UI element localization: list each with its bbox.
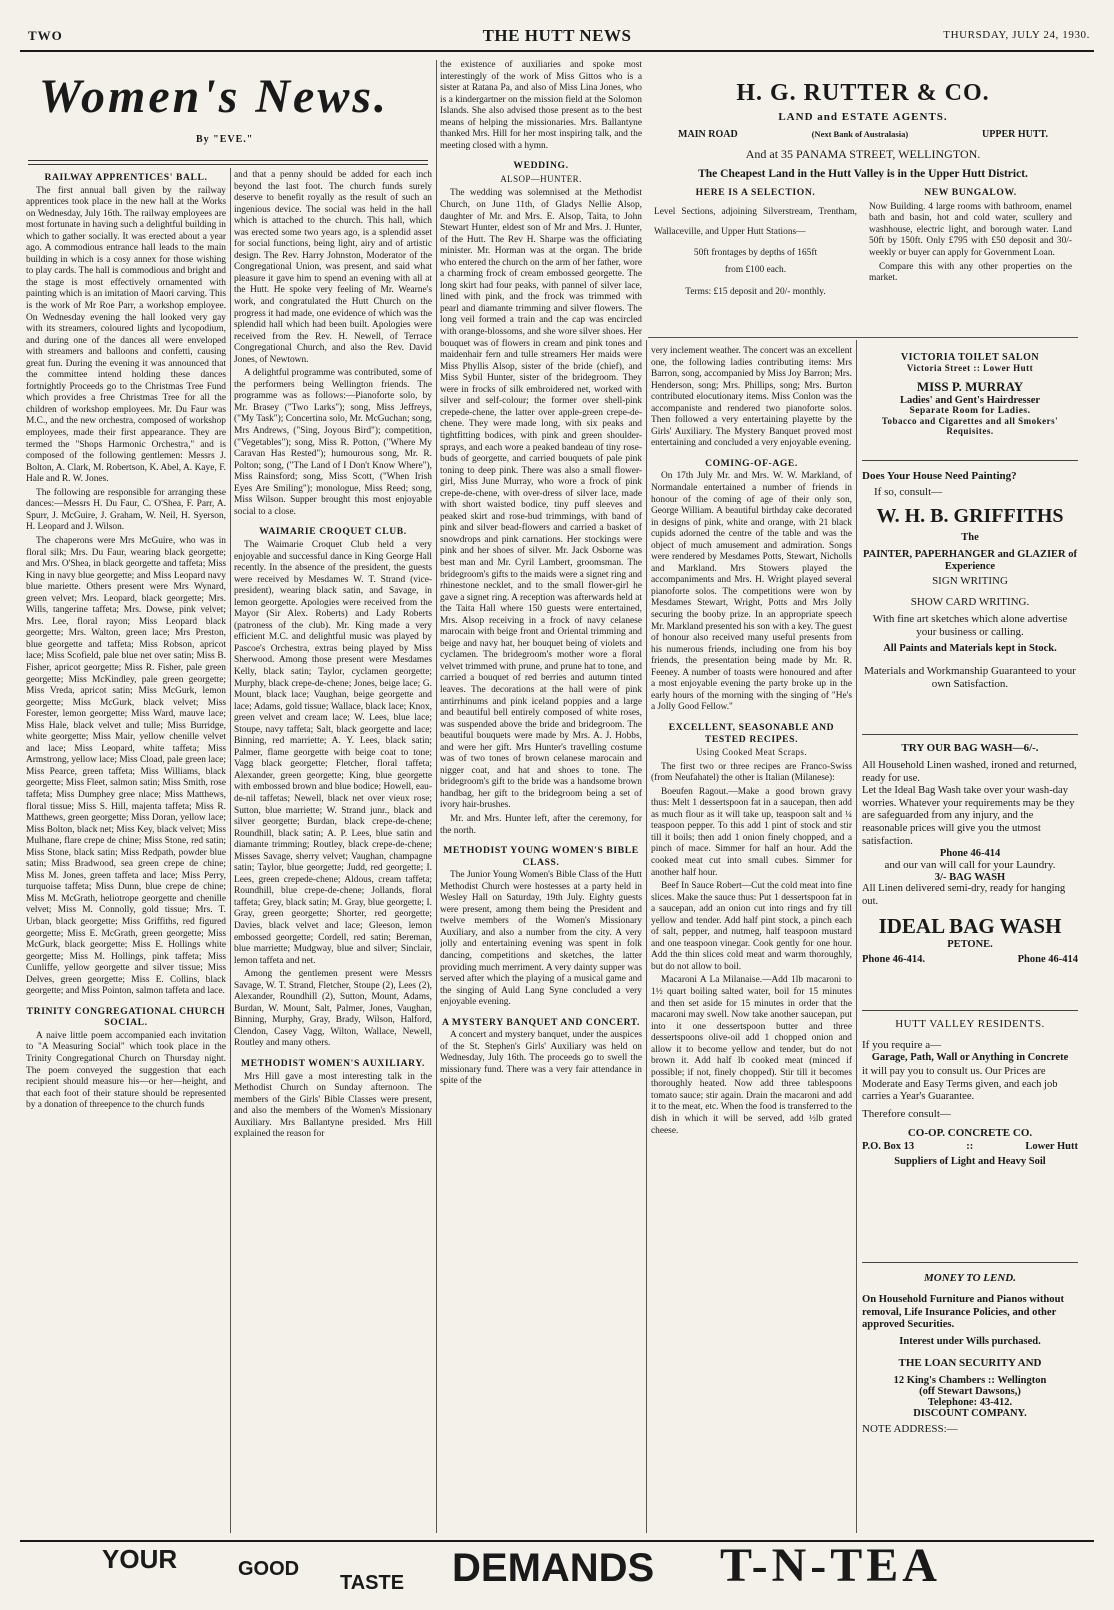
article-paragraph: The first annual ball given by the railway apprentices took place in the new hall at the Works on Wednesday, July 16th. The railway employees are most fortunate in having such a delightful building in which to gather socially. It was erected about a year ago. A commodious entrance hall leads to the main building in which is a cosy annex for those wishing to play cards. The hall is commodious and bright and the stage is most effectively ornamented with painting which is an imitation of Maori carving. This is the work of Mr Roe Parr, a workshop employee. On Wednesday evening the hall looked very gay with its streamers, coloured lights and lycopodium, and during one of the dances all were enveloped with streamers and balloons and confetti, causing great fun. During the evening it was announced that the committee intend holding these dances fortnightly Proceeds go to the Christmas Tree Fund which provides a free Christmas Tree for all the children of workshop employees. Mr. Du Faur was M.C., and the new orchestra, composed of workshop employees, made their first appearance. They are termed the "Shops Harmonic Orchestra," and is composed of the following gentlemen: Messrs J. Bolton, A. Clark, M. Robertson, K. Abel, A. Kaye, F. Hale and R. W. Jones. bbox=[26, 185, 226, 485]
concrete-location: Lower Hutt bbox=[1025, 1140, 1078, 1152]
article-paragraph: The Junior Young Women's Bible Class of the Hutt Methodist Church were hostesses at a party held in Wesley Hall on Saturday, 19th July. Eighty guests were present, among them being the President and twelve members of the Women's Missionary Auxiliary, and also a number from the city. A very jolly and entertaining evening was spent in folk dancing, competitions and sketches, the latter providing much merriment. A very dainty supper was served after which the playing of a musical game and the singing of Auld Lang Syne concluded a very enjoyable evening. bbox=[440, 870, 642, 1008]
money-note: NOTE ADDRESS:— bbox=[862, 1422, 958, 1435]
salon-room: Separate Room for Ladies. bbox=[909, 406, 1031, 416]
advert-rule bbox=[862, 1010, 1078, 1011]
rutter-name: H. G. RUTTER & CO. bbox=[736, 80, 990, 106]
griffiths-sketches: With fine art sketches which alone advertise your business or calling. bbox=[872, 613, 1068, 638]
bagwash-town: PETONE. bbox=[947, 939, 993, 951]
concrete-box: P.O. Box 13 bbox=[862, 1140, 915, 1152]
article-paragraph: Among the gentlemen present were Messrs Savage, W. T. Strand, Fletcher, Stoupe (2), Lees (2), Alexander, Roundhill (2), Sutton, Mount, Adams, Burdan, W. Mount, Salt, Palmer, Jones, Vaughan, Binning, Murphy, Gray, Brady, Wilson, Halford, Clendon, Casey Vagg, Wilton, Wallace, Newell, Routley and many others. bbox=[234, 969, 432, 1049]
concrete-suppliers: Suppliers of Light and Heavy Soil bbox=[894, 1155, 1046, 1167]
article-heading: A MYSTERY BANQUET AND CONCERT. bbox=[441, 1016, 641, 1028]
tea-advert bbox=[20, 1540, 1094, 1596]
footer-tntea: T-N-TEA bbox=[720, 1539, 941, 1592]
masthead bbox=[20, 24, 1094, 52]
article-column-1 bbox=[26, 170, 226, 1532]
article-paragraph: On 17th July Mr. and Mrs. W. W. Markland, of Normandale entertained a number of friends in honour of the coming of age of their only son, George William. A beautiful birthday cake decorated in designs of pink, white and orange, with 21 black cupids adorned the centre of the table and was the object of much amusement and admiration. Songs were rendered by Mesdames Potts, Stewart, Nicholls and Markland. Mrs Stowers played the accompaniments and Mrs. H. Wright played several pianoforte solos. The competitions were won by Mesdames Stewart, Wright, Potts and Mrs Jolly securing the booby prize. In an appropriate speech Mr. Markland presented his son with a key. The guest of honour also received many useful presents from his numerous friends, including one from his boy friends, the presentation being made by Mr. R. Feeney. A number of toasts were honoured and after a most enjoyable evening the party broke up in the early hours of the morning with the singing of "He's a Jolly Good Fellow." bbox=[651, 471, 852, 713]
griffiths-advert bbox=[862, 470, 1078, 728]
rutter-town: UPPER HUTT. bbox=[982, 129, 1048, 140]
concrete-require: If you require a— bbox=[862, 1039, 942, 1051]
concrete-consult: Therefore consult— bbox=[862, 1107, 951, 1120]
bagwash-household: All Household Linen washed, ironed and returned, ready for use. bbox=[862, 760, 1077, 784]
article-heading: EXCELLENT, SEASONABLE AND TESTED RECIPES. bbox=[668, 721, 835, 745]
bagwash-heading: TRY OUR BAG WASH—6/-. bbox=[901, 742, 1039, 754]
griffiths-consult: If so, consult— bbox=[874, 486, 943, 498]
selection-frontage: 50ft frontages by depths of 165ft bbox=[693, 247, 818, 258]
rutter-road: MAIN ROAD bbox=[678, 129, 738, 140]
money-telephone: Telephone: 43-412. bbox=[927, 1396, 1013, 1408]
griffiths-showcard: SHOW CARD WRITING. bbox=[910, 596, 1030, 608]
money-heading: MONEY TO LEND. bbox=[924, 1272, 1016, 1284]
article-heading: METHODIST WOMEN'S AUXILIARY. bbox=[241, 1058, 425, 1070]
article-heading: WAIMARIE CROQUET CLUB. bbox=[259, 526, 407, 538]
rutter-wellington: And at 35 PANAMA STREET, WELLINGTON. bbox=[745, 147, 981, 161]
section-rule bbox=[28, 160, 428, 161]
griffiths-name: W. H. B. GRIFFITHS bbox=[876, 505, 1064, 527]
footer-your: YOUR bbox=[102, 1544, 178, 1574]
money-advert bbox=[862, 1272, 1078, 1534]
money-wills: Interest under Wills purchased. bbox=[899, 1335, 1041, 1347]
money-discount: DISCOUNT COMPANY. bbox=[913, 1407, 1027, 1419]
money-address: 12 King's Chambers :: Wellington bbox=[893, 1374, 1047, 1386]
article-paragraph: Mrs Hill gave a most interesting talk in the Methodist Church on Sunday afternoon. The members of the Girls' Bible Classes were present, and also the members of the Women's Missionary Auxiliary. Mrs Ballantyne presided. Mrs Hill explained the reason for bbox=[234, 1071, 432, 1140]
concrete-address bbox=[862, 1141, 1078, 1152]
selection-price: from £100 each. bbox=[724, 265, 787, 276]
salon-trade: Ladies' and Gent's Hairdresser bbox=[899, 395, 1041, 406]
article-column-4 bbox=[651, 346, 852, 1532]
footer-good: GOOD bbox=[238, 1558, 300, 1580]
page-number: TWO bbox=[28, 28, 63, 43]
article-paragraph: The first two or three recipes are Franco-Swiss (from Neufahatel) the other is Italian (Milanese): bbox=[651, 761, 852, 784]
rutter-selection bbox=[648, 187, 863, 298]
article-paragraph: very inclement weather. The concert was an excellent one, the following ladies contributing items: Mrs Barron, song, accompanied by Miss Joy Barron; Mrs. Henderson, song; Mrs. Phillips, song; Mrs. Burton contributed elocutionary items. Miss Conlon was the accompaniste and rendered two pianoforte solos. Then followed a very entertaining playette by the Girls' Auxiliary. The Mystery Banquet proved most entertaining and concluded a very enjoyable evening. bbox=[651, 346, 852, 449]
salon-name: VICTORIA TOILET SALON bbox=[900, 352, 1040, 363]
bagwash-semidry: All Linen delivered semi-dry, ready for hanging out. bbox=[862, 883, 1066, 907]
article-heading: TRINITY CONGREGATIONAL CHURCH SOCIAL. bbox=[26, 1005, 226, 1029]
article-heading: WEDDING. bbox=[513, 160, 569, 172]
article-paragraph: The chaperons were Mrs McGuire, who was in floral silk; Mrs. Du Faur, wearing black georgette; and Mrs. O'Shea, in black georgette and taffeta; Miss King in navy blue georgette; and Miss Leopard navy blue mariette. Others present were Mrs Wynard, green velvet; Mrs. Leopard, black georgette; Mrs. Wills, tangerine taffeta; Mrs. Dowse, pink velvet; Mrs. Lee, floral rayon; Miss Leopard black georgette; Mrs. Walton, green lace; Mrs Preston, blue georgette and taffeta; Miss Robson, apricot lace; Miss Scofield, pale blue net over satin; Miss B. Fisher, apricot georgette; Miss R. Fisher, pale green georgette; Miss McKindley, pale green georgette; Miss Vreda, apricot satin; Miss McGurk, lemon georgette; Miss McGurk, black velvet; Miss Forester, lemon georgette; Miss Ward, mauve lace; Miss Hale, black velvet and tulle; Miss Burridge, white georgette; Miss Mair, yellow chenille velvet and lace; Miss Leopard, white taffeta; Miss Armstrong, yellow lace; Miss Cload, pale green lace; Miss Pearce, green taffeta; Miss Williams, black georgette; Miss Fleet, salmon satin; Miss Smith, rose taffeta; Miss Dumphey gree nlace; Miss Matthews, floral tissue; Miss S. Hill, majenta taffeta; Miss R. Matthews, green georgette; Miss Doran, yellow lace; Miss Bolton, black net; Miss Key, black velvet; Miss Mulhane, flare crepe de chine; Miss Stone, red satin; Miss Stone, black satin; Miss Redpath, powder blue satin; Miss Bradwood, sea green crepe de chine; Miss M. Jones, green taffeta and lace; Miss Perry, turquoise taffeta; Miss Dunn, blue crepe de chine; Miss M. McGrath, heliotrope georgette and chenille velvet; Miss M. Connolly, gold tissue; Mrs. T. Urban, black georgette; Miss Griffiths, red figured georgette; Miss E. McGrath, green georgette; Miss McGurk, black georgette; Miss E. Hollings white georgette; Miss M. Hollings, pink taffeta; Miss Cunliffe, yellow georgette and silver tissue; Miss Delves, green georgette; Miss E. Collins, black georgette; and Miss Pointon, salmon taffeta and lace. bbox=[26, 535, 226, 997]
article-column-3 bbox=[440, 60, 642, 1532]
womens-news-title: Women's News. bbox=[38, 70, 390, 123]
article-paragraph: A concert and mystery banquet, under the auspices of the St. Stephen's Girls' Auxiliary was held on Wednesday, July 16th. The proceeds go to swell the missionary fund. There was a very fair attendance in spite of the bbox=[440, 1030, 642, 1087]
issue-date: THURSDAY, JULY 24, 1930. bbox=[943, 29, 1090, 41]
money-company: THE LOAN SECURITY AND bbox=[898, 1356, 1042, 1369]
rutter-advert bbox=[648, 70, 1078, 338]
article-paragraph: Boeufen Ragout.—Make a good brown gravy thus: Melt 1 dessertspoon fat in a saucepan, then add as much flour as it will take up, teaspoon salt and ¼ teaspoon pepper. To this add 1 pint of stock and stir till it boils; then add 1 onion finely chopped, and a pinch of mace. Simmer for half an hour. Add the cooked meat cut into small cubes. Simmer for another half hour. bbox=[651, 786, 852, 878]
bagwash-worries: Let the Ideal Bag Wash take over your wash-day worries. Whatever your requirements may be they are safeguarded from any injury, and the reasonable prices will give you the utmost satisfaction. bbox=[862, 785, 1075, 847]
byline: By "EVE." bbox=[196, 134, 254, 145]
bagwash-phones bbox=[862, 954, 1078, 965]
bagwash-advert bbox=[862, 742, 1078, 1004]
griffiths-question: Does Your House Need Painting? bbox=[862, 470, 1017, 482]
salon-advert bbox=[862, 352, 1078, 440]
salon-tobacco: Tobacco and Cigarettes and all Smokers' Requisites. bbox=[881, 416, 1059, 436]
column-rule bbox=[856, 340, 857, 1533]
concrete-prices: it will pay you to consult us. Our Prices are Moderate and Easy Terms given, and each job carries a Year's Guarantee. bbox=[862, 1066, 1058, 1103]
griffiths-trade: PAINTER, PAPERHANGER and GLAZIER of Experience bbox=[862, 549, 1077, 572]
column-rule bbox=[646, 340, 647, 1533]
advert-rule bbox=[862, 734, 1078, 735]
concrete-advert bbox=[862, 1018, 1078, 1256]
article-column-2 bbox=[234, 170, 432, 1532]
bagwash-phone: Phone 46-414 bbox=[939, 848, 1001, 860]
money-address-note: (off Stewart Dawsons,) bbox=[919, 1385, 1021, 1397]
rutter-listings bbox=[648, 187, 1078, 298]
griffiths-the: The bbox=[961, 532, 979, 543]
footer-demands: DEMANDS bbox=[452, 1546, 655, 1590]
concrete-separator: :: bbox=[966, 1140, 974, 1152]
article-subheading: Using Cooked Meat Scraps. bbox=[696, 747, 807, 758]
griffiths-paints: All Paints and Materials kept in Stock. bbox=[883, 643, 1057, 654]
article-paragraph: A naive little poem accompanied each invitation to "A Measuring Social" which took place in the Trinity Congregational Church on Thursday night. The poem conveyed the suggestion that each recipient should measure his—or her—height, and that each foot of their stature should be represented by a donation of threepence to the church funds bbox=[26, 1030, 226, 1111]
concrete-name: CO-OP. CONCRETE CO. bbox=[907, 1126, 1033, 1139]
bungalow-body: Now Building. 4 large rooms with bathroom, enamel bath and basin, hot and cold water, scullery and washhouse, electric light, and borough water. Land 50ft by 150ft. Only £795 with £50 deposit and 30/- weekly or buyer can apply for Government Loan. bbox=[869, 201, 1072, 258]
column-rule bbox=[436, 60, 437, 1533]
selection-terms: Terms: £15 deposit and 20/- monthly. bbox=[685, 286, 826, 297]
article-paragraph: the existence of auxiliaries and spoke most interestingly of the work of Miss Gittos who is a sister at Ratana Pa, and also of Miss Lina Jones, who is a kindergartner on the mission field at the Solomon Islands. She also advised those present as to the best means of helping the missionaries. Mrs. Ballantyne thanked Mrs. Hill for her most inspiring talk, and the meeting closed with a hymn. bbox=[440, 60, 642, 151]
article-heading: METHODIST YOUNG WOMEN'S BIBLE CLASS. bbox=[443, 845, 639, 868]
section-rule bbox=[28, 164, 428, 165]
footer-taste: TASTE bbox=[340, 1572, 405, 1594]
griffiths-sign: SIGN WRITING bbox=[932, 575, 1008, 587]
article-paragraph: The wedding was solemnised at the Methodist Church, on June 11th, of Gladys Nellie Alsop, daughter of Mr. and Mrs. E. Alsop, Taita, to John Stewart Hunter, eldest son of Mr and Mrs. J. Hunter, of the Hutt. The Rev H. Sharpe was the officiating minister. Mr. Horman was at the organ. The bride who entered the church on the arm of her father, wore a charming frock of cream embossed georgette. The long skirt had four peaks, with pannel of silver lace, lined with pink, and the frock was trimmed with pearl and diamante trimming and silver flowers. The long veil formed a train and the cap was encircled with orange-blossoms, and she wore silver shoes. Her bouquet was of flowers in cream and pink tones and maidenhair fern and tulle streamers Her maids were Miss Phyllis Alsop, sister of the bride (chief), and Miss Sybil Hunter, sister of the bridegroom. They were in frocks of silk embroidered net, worked with silver and self-colour; the former over shell-pink crepede-chene, the latter over apple-green crepe-de-chene. They were made long, with six peaks and tightfitting bodices, with pink and green shoulder-sprays, and each wore a peaked bandeau of tiny rose-buds of georgette, and carried bouquets of pale pink toning to deep pink. There was also a small flower-girl, Miss June Murray, who wore a frock of pink crepe-de-chene, with over-dress of silver lace, made with short waisted bodice, tiny puff sleeves and peaked skirt and rose-bud trimmings, with band of pink and silver bead-flowers and carried a basket of snowdrops and pink carnations. Her stockings were pink and her shoes of silver. Mr. Jack Osborne was best man and Mr. Cyril Lambert, groomsman. The bridegroom's gifts to the maids were a signet ring and rhinestone necklet, and to the small flower-girl he gave a signet ring. A reception was afterwards held at the Taita Hall where 150 guests were entertained, Mrs. Alsop receiving in a frock of navy celanese marocain with beige front and Oriental trimming and beige and navy hat, her bouquet being of violets and cyclamen. The bridegroom's mother wore a floral velvet trimmed with prune, and prune hat to tone, and carried a bouquet of red berries and autumn tinted leaves. The decorations at the hall were of pink antirrhinums and pink iceland poppies and a large and beautiful bell entirely composed of white roses, was suspended above the bride and bridegroom. The beautiful bouquets were made by Mrs. A. J. Hobbs, and were her gift. Mrs Hunter's travelling costume was of two tones of brown celanese marocain and nigger coat, and hat and shoes to tone. The bridegroom's gift to the bride was a handsome brown handbag, her gift to the bridegroom being a set of ivory hair-brushes. bbox=[440, 188, 642, 811]
bagwash-3s: 3/- BAG WASH bbox=[934, 872, 1006, 884]
rutter-address-row bbox=[678, 129, 1048, 140]
bungalow-compare: Compare this with any other properties on the market. bbox=[869, 261, 1072, 284]
newspaper-title: THE HUTT NEWS bbox=[482, 26, 632, 45]
bagwash-name: IDEAL BAG WASH bbox=[878, 914, 1062, 939]
money-securities: On Household Furniture and Pianos without removal, Life Insurance Policies, and other approved Securities. bbox=[862, 1294, 1065, 1331]
article-heading: COMING-OF-AGE. bbox=[705, 457, 798, 469]
article-subheading: ALSOP—HUNTER. bbox=[500, 173, 582, 184]
selection-heading: HERE IS A SELECTION. bbox=[695, 187, 816, 198]
concrete-items: Garage, Path, Wall or Anything in Concrete bbox=[871, 1052, 1069, 1063]
rutter-bungalow bbox=[863, 187, 1078, 298]
bagwash-phone-right: Phone 46-414 bbox=[1017, 954, 1078, 966]
article-paragraph: Mr. and Mrs. Hunter left, after the ceremony, for the north. bbox=[440, 814, 642, 836]
rutter-trade: LAND and ESTATE AGENTS. bbox=[778, 111, 948, 123]
article-paragraph: A delightful programme was contributed, some of the performers being Wellington friends. The programme was as follows:—Pianoforte solo, by Mr. Brasey ("Two Larks"); song, Miss Jeffreys, ("My Task"); Concertina solo, Mr. McGuchan; song, Mrs Andrews, ("Sing, Joyous Bird"); competition, ("Vegetables"); song, Miss R. Potton, ("Where My Caravan Has Rested"); humourous song, Mr. R. Polton; song, ("The Land of I Don't Know Where"), Miss Rainsford; song, Miss Scott, ("When Irish Eyes Are Smiling"); monologue, Miss Reed; song, Miss Wilson. Supper brought this most enjoyable social to a close. bbox=[234, 368, 432, 517]
concrete-heading: HUTT VALLEY RESIDENTS. bbox=[895, 1018, 1045, 1030]
article-paragraph: Macaroni A La Milanaise.—Add 1lb macaroni to 1½ quart boiling salted water, boil for 15 minutes and then set aside for 15 minutes in order that the macaroni may swell. Now take another saucepan, put into it one dessertspoon butter and three dessertspoons olive-oil add 1 chopped onion and allow it to become yellow and tender, but do not brown it. Add half lb cooked meat (minced if possible; if not, finely chopped). Stir till it becomes thoroughly heated. Now add three tablespoons tomato sauce; stir again. Drain the macaroni and add it to the meat, etc. When the food is transferred to the dish in which it will be served, add ½lb grated cheese. bbox=[651, 975, 852, 1136]
bungalow-heading: NEW BUNGALOW. bbox=[924, 187, 1017, 198]
bagwash-phone-left: Phone 46-414. bbox=[862, 954, 925, 966]
rutter-bank: (Next Bank of Australasia) bbox=[811, 129, 909, 139]
selection-body: Level Sections, adjoining Silverstream, Trentham, Wallaceville, and Upper Hutt Stations— bbox=[654, 206, 857, 237]
griffiths-guarantee: Materials and Workmanship Guaranteed to your own Satisfaction. bbox=[864, 665, 1076, 690]
article-paragraph: The following are responsible for arranging these dances:—Messrs H. Du Faur, C. O'Shea, F. Parr, A. Spurr, J. McGuire, J. Graham, W. Neil, H. Syerson, H. Leopard and J. Wilson. bbox=[26, 487, 226, 533]
column-rule bbox=[230, 168, 231, 1533]
article-paragraph: and that a penny should be added for each inch beyond the last foot. The church funds surely deserve to benefit royally as the result of such an ingenious device. The social was held in the hall which is attached to the church. This hall, which was erected some two years ago, is a splendid asset for social functions, being light, airy and of artistic design. The Rev. Harry Johnston, Moderator of the Congregational Union, was present, and said what pleasure it gave him to spend an evening with all at the Hutt. He spoke very feeling of Mr. Wearne's work, and congratulated the Hutt Church on the progress it had made, one evidence of which was the splendid hall which had been built. Apologies were received from the Rev. H. Newell, of Terrace Congregational Church, and also the Rev. David Jones, of Newtown. bbox=[234, 170, 432, 365]
advert-rule bbox=[862, 460, 1078, 461]
article-paragraph: Beef In Sauce Robert—Cut the cold meat into fine slices. Make the sauce thus: Put 1 dessertspoon fat in a saucepan, add an onion cut into rings and fry till yellow and tender. Add half pint stock, a pinch each of salt, pepper, and nutmeg, half teaspoon mustard and one teaspoon vinegar. Cook gently for one hour. Add the thin slices cold meat and warm thoroughly, but do not allow to boil. bbox=[651, 881, 852, 972]
salon-proprietor: MISS P. MURRAY bbox=[916, 379, 1024, 394]
rutter-slogan: The Cheapest Land in the Hutt Valley is in the Upper Hutt District. bbox=[698, 168, 1028, 180]
salon-address: Victoria Street :: Lower Hutt bbox=[906, 363, 1034, 373]
bagwash-van: and our van will call for your Laundry. bbox=[884, 859, 1056, 872]
article-heading: RAILWAY APPRENTICES' BALL. bbox=[44, 172, 208, 183]
advert-rule bbox=[862, 1262, 1078, 1263]
article-paragraph: The Waimarie Croquet Club held a very enjoyable and successful dance in King George Hall recently. In the absence of the president, the guests were received by Mesdames W. T. Strand (vice-president), wearing black satin, and Savage, in lemon georgette. Apologies were received from the Mayor (Sir Alex. Roberts) and Lady Roberts (patroness of the club). Mr. King made a very efficient M.C. and delightful music was played by Pascoe's Orchestra, extras being played by Miss Sherwood. Among those present were Mesdames Kelly, black satin; Taylor, cyclamen georgette; Murphy, black crepe-de-chene; Jones, beige lace; G. Mount, black lace; Vaughan, beige georgette and lace; Adams, gold tissue; Wallace, black lace; Knox, green velvet and cream lace; W. Lees, blue lace; Stoupe, navy taffeta; Salt, black georgette and lace; Binning, red marriette; A. Y. Lees, black satin; Palmer, flame georgette with beige coat to tone; Vagg black georgette; Fletcher, floral taffeta; Alexander, green georgette; King, blue georgette with embossed brown and blue bodice; Howell, eau-de-nil taffetas; Newell, black net over vieux rose; Sutton, blue marriette; W. Strand junr., black and silver georgette; Burdan, black crepe-de-chene; Roundhill, black satin; A. P. Lees, blue satin and diamante trimming; Routley, black crepe-de-chene; Misses Savage, sherry velvet; Vaughan, champagne satin; Taylor, blue georgette; Judd, red georgette; I. Lees, green crepede-chene; Aldous, cream taffeta; Roundhill, blue crepe-de-chene; Jollands, floral taffeta; Grey, black satin; M. Gray, blue georgette; I. Gray, green georgette; Shorter, red georgette; Davies, black velvet and lace; Gleeson, lemon embossed georgette; Cordell, red satin; Bereman, blue marriette; Mudgway, blue and silver; Sinclair, lemon taffeta and net. bbox=[234, 539, 432, 966]
